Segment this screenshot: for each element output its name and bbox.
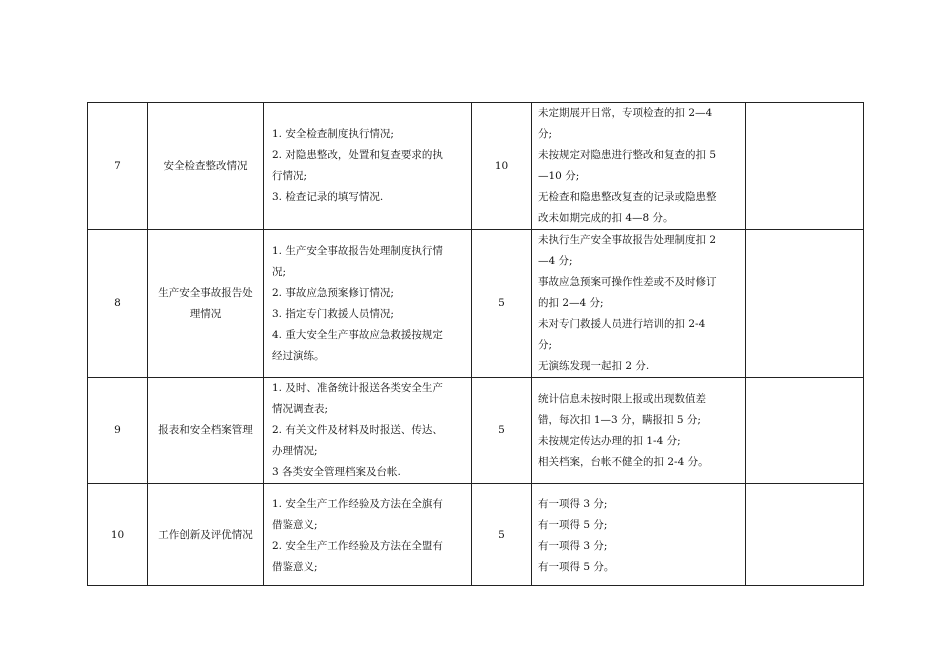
criteria-line: 未执行生产安全事故报告处理制度扣 2	[538, 234, 717, 246]
row-remark	[746, 378, 864, 484]
row-item: 生产安全事故报告处理情况	[148, 230, 264, 378]
row-item: 安全检查整改情况	[148, 103, 264, 230]
content-line: 情况调查表;	[272, 403, 329, 415]
criteria-line: 的扣 2—4 分;	[538, 297, 604, 309]
row-score: 5	[472, 378, 532, 484]
criteria-line: 未定期展开日常，专项检查的扣 2—4	[538, 107, 713, 119]
row-criteria	[532, 103, 746, 230]
row-score: 5	[472, 230, 532, 378]
row-item: 报表和安全档案管理	[148, 378, 264, 484]
row-criteria	[532, 484, 746, 586]
row-remark	[746, 103, 864, 230]
row-score: 5	[472, 484, 532, 586]
row-number: 10	[88, 484, 148, 586]
criteria-line: 统计信息未按时限上报或出现数值差	[538, 392, 706, 405]
row-score: 10	[472, 103, 532, 230]
content-line: 借鉴意义;	[272, 560, 318, 573]
criteria-line: 有一项得 5 分;	[538, 518, 608, 531]
content-line: 3. 检查记录的填写情况.	[272, 191, 384, 203]
row-content	[264, 103, 472, 230]
row-criteria	[532, 230, 746, 378]
row-content	[264, 230, 472, 378]
criteria-line: 改未如期完成的扣 4—8 分。	[538, 212, 674, 224]
row-number: 7	[88, 103, 148, 230]
content-line: 1. 及时、准备统计报送各类安全生产	[272, 382, 443, 394]
criteria-line: 无检查和隐患整改复查的记录或隐患整	[538, 191, 717, 203]
content-line: 经过演练。	[272, 349, 325, 362]
criteria-line: 分;	[538, 128, 553, 140]
content-line: 1. 安全检查制度执行情况;	[272, 128, 394, 140]
row-remark	[746, 484, 864, 586]
criteria-line: 有一项得 3 分;	[538, 497, 608, 510]
table-row	[88, 230, 864, 378]
content-line: 2. 对隐患整改，处置和复查要求的执	[272, 149, 443, 161]
criteria-line: 未按规定对隐患进行整改和复查的扣 5	[538, 149, 717, 161]
criteria-line: 有一项得 5 分。	[538, 560, 615, 573]
criteria-line: 相关档案，台帐不健全的扣 2-4 分。	[538, 455, 709, 468]
row-content	[264, 378, 472, 484]
row-number: 8	[88, 230, 148, 378]
content-line: 况;	[272, 265, 287, 278]
content-line: 2. 事故应急预案修订情况;	[272, 286, 394, 299]
content-line: 3 各类安全管理档案及台帐.	[272, 466, 401, 478]
criteria-line: 分;	[538, 339, 553, 351]
content-line: 3. 指定专门救援人员情况;	[272, 307, 394, 320]
criteria-line: —4 分;	[538, 255, 573, 267]
content-line: 1. 生产安全事故报告处理制度执行情	[272, 244, 443, 257]
row-item: 工作创新及评优情况	[148, 484, 264, 586]
criteria-line: 有一项得 3 分;	[538, 539, 608, 552]
criteria-line: 未对专门救援人员进行培训的扣 2-4	[538, 318, 706, 330]
row-criteria	[532, 378, 746, 484]
criteria-line: 无演练发现一起扣 2 分.	[538, 360, 650, 372]
content-line: 4. 重大安全生产事故应急救援按规定	[272, 328, 443, 341]
content-line: 借鉴意义;	[272, 518, 318, 531]
criteria-line: 未按规定传达办理的扣 1-4 分;	[538, 434, 681, 447]
row-number: 9	[88, 378, 148, 484]
row-remark	[746, 230, 864, 378]
content-line: 办理情况;	[272, 445, 318, 457]
row-content	[264, 484, 472, 586]
criteria-line: 错，每次扣 1—3 分，瞒报扣 5 分;	[538, 413, 701, 426]
score-table	[87, 102, 864, 586]
content-line: 2. 安全生产工作经验及方法在全盟有	[272, 539, 443, 552]
table-row	[88, 484, 864, 586]
criteria-line: —10 分;	[538, 170, 580, 182]
content-line: 1. 安全生产工作经验及方法在全旗有	[272, 497, 443, 510]
content-line: 行情况;	[272, 170, 308, 182]
table-row	[88, 103, 864, 230]
content-line: 2. 有关文件及材料及时报送、传达、	[272, 424, 443, 436]
criteria-line: 事故应急预案可操作性差或不及时修订	[538, 276, 717, 288]
table-row	[88, 378, 864, 484]
